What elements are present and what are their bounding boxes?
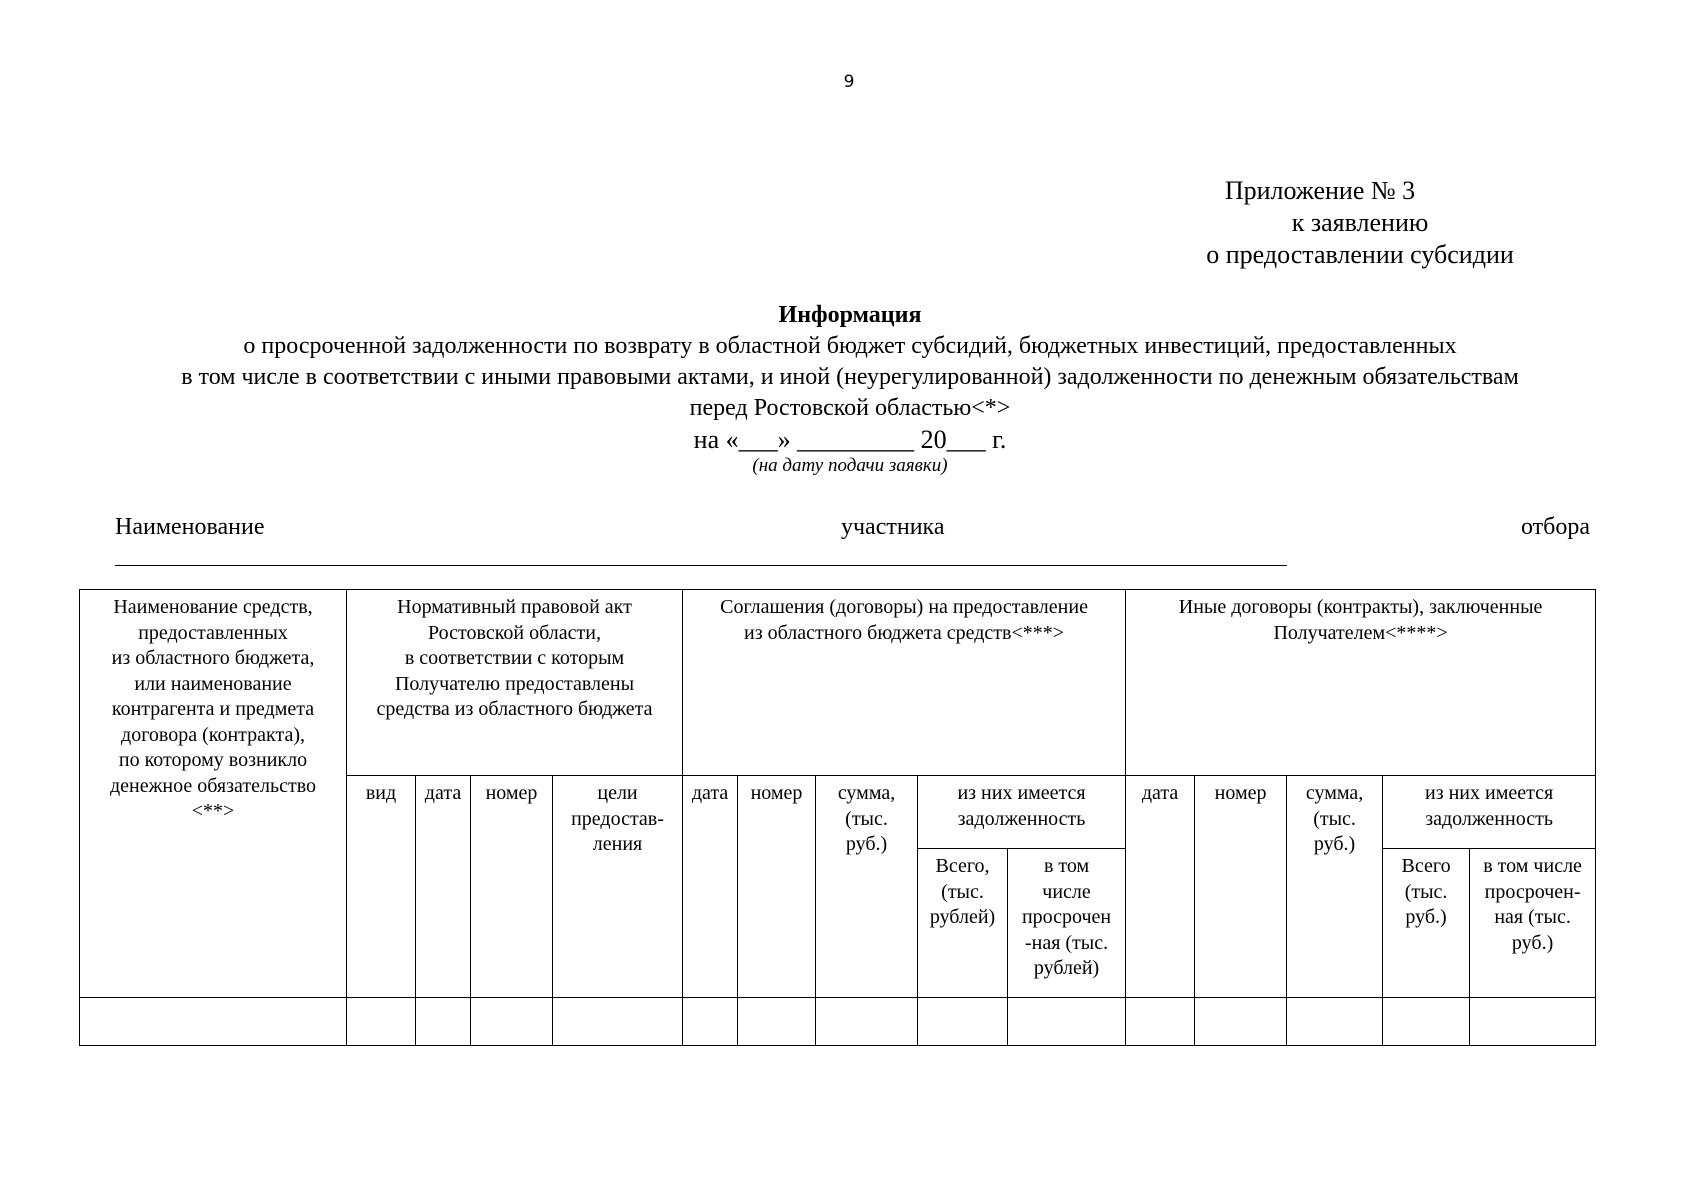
header-agr-debt-total	[918, 849, 1008, 998]
header-line: номер	[750, 782, 803, 804]
cell-agr-debt-overdue[interactable]	[1008, 998, 1126, 1046]
header-line: вид	[365, 782, 397, 804]
cell-agr-number[interactable]	[738, 998, 816, 1046]
heading-line-3: перед Ростовской областью<*>	[689, 395, 1011, 421]
header-line: сумма,	[1305, 782, 1364, 804]
header-line: дата	[691, 782, 729, 804]
header-line: средства из областного бюджета	[376, 698, 653, 720]
header-agr-debt-overdue	[1008, 849, 1126, 998]
header-legal-act	[347, 590, 683, 776]
header-line: сумма,	[837, 782, 896, 804]
header-con-date	[1126, 776, 1195, 998]
header-line: рублей)	[1033, 957, 1100, 979]
header-line: или наименование	[134, 672, 292, 695]
header-line: задолженность	[1425, 807, 1553, 830]
header-line: руб.)	[1405, 906, 1447, 928]
header-line: Получателю предоставлены	[394, 672, 635, 695]
header-line: Наименование средств,	[113, 596, 313, 618]
header-line: (тыс.	[1404, 880, 1448, 903]
participant-word-3: отбора	[1520, 514, 1590, 540]
header-line: из них имеется	[1424, 782, 1554, 804]
header-con-debt-overdue	[1470, 849, 1596, 998]
cell-con-debt-total[interactable]	[1383, 998, 1470, 1046]
header-line: контрагента и предмета	[111, 698, 315, 720]
header-line: Всего	[1401, 855, 1451, 877]
header-line: из них имеется	[957, 782, 1086, 804]
header-line: предоставленных	[138, 621, 288, 644]
participant-word-1: Наименование	[115, 514, 265, 540]
header-line: номер	[485, 782, 538, 804]
header-line: (тыс.	[1313, 807, 1356, 830]
header-line: Ростовской области,	[428, 621, 601, 644]
cell-con-date[interactable]	[1126, 998, 1195, 1046]
document-heading	[100, 300, 1600, 477]
header-line: просрочен-	[1484, 880, 1581, 903]
header-line: Всего,	[935, 855, 990, 877]
header-line: дата	[1141, 782, 1179, 804]
appendix-line-3: о предоставлении субсидии	[1206, 240, 1514, 269]
header-line: -ная (тыс.	[1024, 931, 1109, 954]
header-line: в том числе	[1483, 855, 1582, 877]
header-con-number	[1195, 776, 1287, 998]
header-agr-date	[683, 776, 738, 998]
participant-word-2: участника	[840, 514, 945, 540]
header-line: Иные договоры (контракты), заключенные	[1178, 596, 1543, 618]
header-line: ления	[592, 833, 643, 855]
header-act-type	[347, 776, 416, 998]
header-line: ная (тыс.	[1494, 906, 1571, 928]
header-line: предостав-	[571, 807, 664, 830]
header-line: Получателем<****>	[1273, 621, 1448, 644]
header-line: <**>	[191, 800, 235, 822]
page-number: 9	[843, 72, 855, 92]
header-line: дата	[424, 782, 462, 804]
header-act-number	[471, 776, 553, 998]
header-line: из областного бюджета,	[111, 647, 315, 669]
header-line: числе	[1042, 880, 1091, 903]
heading-line-2: в том числе в соответствии с иными правовыми актами, и иной (неурегулированной) задолженности по денежным обязательствам	[181, 364, 1519, 390]
header-line: по которому возникло	[118, 749, 308, 771]
header-con-debt	[1383, 776, 1596, 849]
cell-act-date[interactable]	[416, 998, 471, 1046]
cell-agr-date[interactable]	[683, 998, 738, 1046]
header-line: руб.)	[1511, 931, 1554, 954]
header-agr-debt	[918, 776, 1126, 849]
cell-con-amount[interactable]	[1287, 998, 1383, 1046]
participant-label	[115, 514, 1590, 541]
header-line: (тыс.	[941, 880, 984, 903]
cell-funds-name[interactable]	[80, 998, 347, 1046]
cell-con-debt-overdue[interactable]	[1470, 998, 1596, 1046]
header-line: договора (контракта),	[121, 723, 305, 746]
table-row	[80, 998, 1596, 1046]
cell-con-number[interactable]	[1195, 998, 1287, 1046]
header-agr-amount	[816, 776, 918, 998]
header-act-date	[416, 776, 471, 998]
participant-name-field[interactable]	[115, 565, 1287, 566]
header-line: в соответствии с которым	[404, 647, 625, 669]
debt-info-table	[79, 589, 1596, 1046]
cell-act-number[interactable]	[471, 998, 553, 1046]
header-line: цели	[597, 782, 638, 804]
header-line: Соглашения (договоры) на предоставление	[720, 596, 1088, 618]
header-line: просрочен	[1021, 906, 1112, 928]
header-line: (тыс.	[845, 807, 888, 830]
header-con-amount	[1287, 776, 1383, 998]
document-title: Информация	[778, 302, 922, 328]
date-line: на «___» _________ 20___ г.	[693, 425, 1007, 454]
heading-line-1: о просроченной задолженности по возврату в областной бюджет субсидий, бюджетных инвестиций, предоставленных	[243, 333, 1457, 359]
header-other-contracts	[1126, 590, 1596, 776]
header-line: руб.)	[1313, 833, 1356, 855]
date-hint: (на дату подачи заявки)	[752, 455, 948, 476]
header-con-debt-total	[1383, 849, 1470, 998]
header-line: задолженность	[957, 807, 1086, 830]
cell-act-type[interactable]	[347, 998, 416, 1046]
header-line: денежное обязательство	[109, 774, 317, 797]
header-line: рублей)	[929, 906, 996, 928]
header-line: в том	[1043, 855, 1090, 877]
header-agreements	[683, 590, 1126, 776]
cell-agr-amount[interactable]	[816, 998, 918, 1046]
appendix-note	[1180, 175, 1540, 271]
header-funds-name	[80, 590, 347, 998]
header-line: номер	[1214, 782, 1267, 804]
appendix-number: Приложение № 3	[1224, 176, 1416, 205]
header-line: Нормативный правовой акт	[397, 596, 632, 618]
header-line: из областного бюджета средств<***>	[744, 621, 1065, 644]
header-act-purpose	[553, 776, 683, 998]
header-line: руб.)	[845, 833, 888, 855]
cell-act-purpose[interactable]	[553, 998, 683, 1046]
cell-agr-debt-total[interactable]	[918, 998, 1008, 1046]
appendix-line-2: к заявлению	[1291, 208, 1429, 237]
header-agr-number	[738, 776, 816, 998]
